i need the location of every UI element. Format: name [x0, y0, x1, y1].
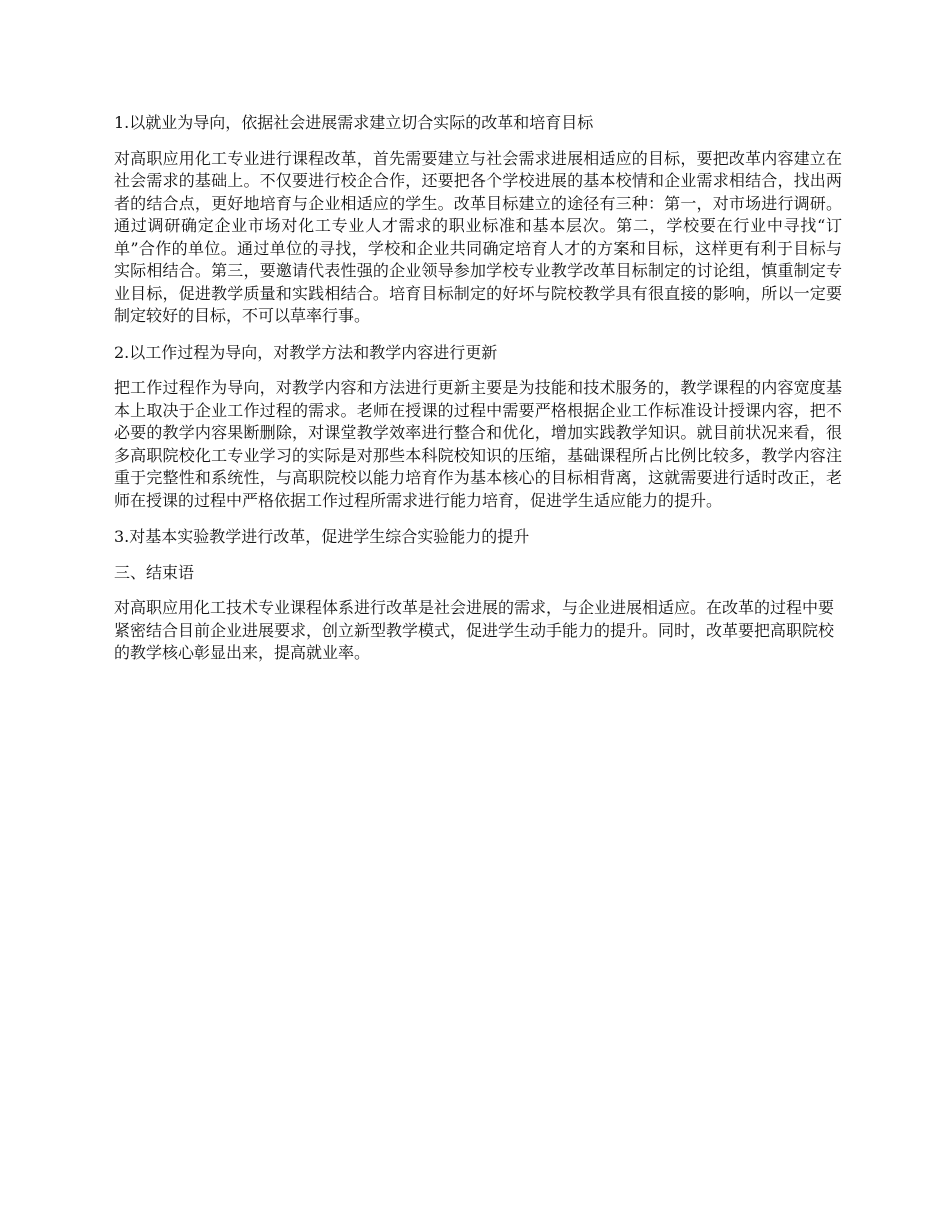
section-heading-3: 3.对基本实验教学进行改革，促进学生综合实验能力的提升 [114, 527, 530, 546]
section-heading-1: 1.以就业为导向，依据社会进展需求建立切合实际的改革和培育目标 [114, 113, 594, 132]
document-body [114, 112, 842, 679]
section-paragraph-1: 对高职应用化工专业进行课程改革，首先需要建立与社会需求进展相适应的目标，要把改革内容建立在社会需求的基础上。不仅要进行校企合作，还要把各个学校进展的基本校情和企业需求相结合，找出两者的结合点，更好地培育与企业相适应的学生。改革目标建立的途径有三种：第一，对市场进行调研。通过调研确定企业市场对化工专业人才需求的职业标准和基本层次。第二，学校要在行业中寻找“订单”合作的单位。通过单位的寻找，学校和企业共同确定培育人才的方案和目标，这样更有利于目标与实际相结合。第三，要邀请代表性强的企业领导参加学校专业教学改革目标制定的讨论组，慎重制定专业目标，促进教学质量和实践相结合。培育目标制定的好坏与院校教学具有很直接的影响，所以一定要制定较好的目标，不可以草率行事。 [114, 148, 842, 325]
conclusion-paragraph: 对高职应用化工技术专业课程体系进行改革是社会进展的需求，与企业进展相适应。在改革的过程中要紧密结合目前企业进展要求，创立新型教学模式，促进学生动手能力的提升。同时，改革要把高职院校的教学核心彰显出来，提高就业率。 [114, 598, 835, 662]
conclusion-heading: 三、结束语 [114, 562, 195, 582]
section-heading-2: 2.以工作过程为导向，对教学方法和教学内容进行更新 [114, 342, 498, 362]
section-paragraph-2: 把工作过程作为导向，对教学内容和方法进行更新主要是为技能和技术服务的，教学课程的内容宽度基本上取决于企业工作过程的需求。老师在授课的过程中需要严格根据企业工作标准设计授课内容，把不必要的教学内容果断删除，对课堂教学效率进行整合和优化，增加实践教学知识。就目前状况来看，很多高职院校化工专业学习的实际是对那些本科院校知识的压缩，基础课程所占比例比较多，教学内容注重于完整性和系统性，与高职院校以能力培育作为基本核心的目标相背离，这就需要进行适时改正，老师在授课的过程中严格依据工作过程所需求进行能力培育，促进学生适应能力的提升。 [114, 378, 842, 510]
